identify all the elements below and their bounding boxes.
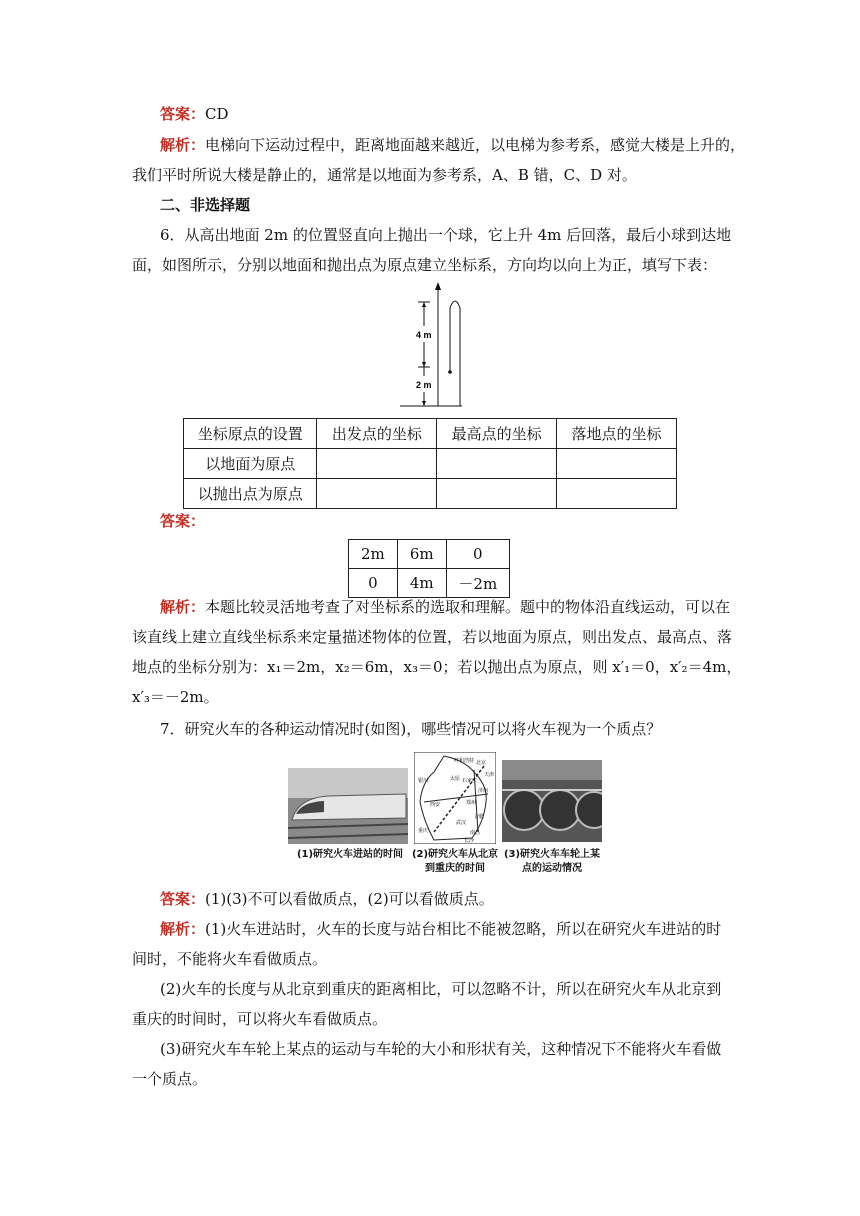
header-cell: 出发点的坐标 bbox=[317, 419, 437, 449]
q6-stem-2: 面，如图所示，分别以地面和抛出点为原点建立坐标系，方向均以向上为正，填写下表： bbox=[132, 256, 718, 274]
answer-label: 答案： bbox=[160, 105, 206, 123]
map-label: 西安 bbox=[430, 802, 441, 808]
row-label: 以地面为原点 bbox=[184, 449, 317, 479]
header-cell: 坐标原点的设置 bbox=[184, 419, 317, 449]
analysis-label: 解析： bbox=[160, 136, 206, 154]
q5-analysis-1 bbox=[160, 131, 760, 159]
analysis-text: 本题比较灵活地考查了对坐标系的选取和理解。题中的物体沿直线运动，可以在 bbox=[205, 598, 731, 616]
header-cell: 最高点的坐标 bbox=[437, 419, 557, 449]
answer-label: 答案： bbox=[160, 890, 206, 908]
q6-analysis-3: 地点的坐标分别为：x₁＝2m，x₂＝6m，x₃＝0；若以抛出点为原点，则 x′₁＝0，x′₂＝4m， bbox=[132, 658, 742, 676]
map-label: 重庆 bbox=[418, 828, 429, 834]
q6-analysis-1 bbox=[160, 593, 760, 621]
caption-2: (2)研究火车从北京到重庆的时间 bbox=[411, 849, 499, 874]
empty-cell bbox=[317, 479, 437, 509]
label-4m: 4 m bbox=[416, 330, 432, 340]
q6-answer-table bbox=[348, 539, 510, 598]
map-label: 银川 bbox=[418, 778, 429, 784]
empty-cell bbox=[557, 449, 677, 479]
section-title: 二、非选择题 bbox=[160, 196, 251, 214]
q6-blank-table bbox=[183, 418, 677, 509]
map-label: 太原 bbox=[450, 776, 461, 782]
answer-label: 答案： bbox=[160, 512, 206, 530]
map-label: 天津 bbox=[484, 772, 495, 778]
answer-cell: 0 bbox=[446, 540, 509, 569]
q7-analysis-4: 重庆的时间时，可以将火车看做质点。 bbox=[132, 1010, 388, 1028]
empty-cell bbox=[317, 449, 437, 479]
q7-analysis-2: 间时，不能将火车看做质点。 bbox=[132, 950, 328, 968]
map-label: 南昌 bbox=[470, 830, 481, 836]
caption-1: (1)研究火车进站的时间 bbox=[296, 849, 404, 860]
ball-trajectory-diagram bbox=[396, 280, 466, 410]
map-label: 北京 bbox=[476, 760, 487, 766]
train-photo bbox=[288, 768, 408, 844]
analysis-text: 电梯向下运动过程中，距离地面越来越近，以电梯为参考系，感觉大楼是上升的， bbox=[205, 136, 746, 154]
wheel-photo bbox=[502, 760, 602, 842]
map-label: 合肥 bbox=[474, 814, 485, 820]
answer-cell: 2m bbox=[349, 540, 398, 569]
q6-analysis-4: x′₃＝－2m。 bbox=[132, 688, 219, 706]
q7-answer bbox=[160, 885, 760, 913]
q6-analysis-2: 该直线上建立直线坐标系来定量描述物体的位置，若以地面为原点，则出发点、最高点、落 bbox=[132, 628, 733, 646]
analysis-text: (1)火车进站时，火车的长度与站台相比不能被忽略，所以在研究火车进站的时 bbox=[205, 920, 722, 938]
q5-answer bbox=[160, 100, 760, 128]
q6-stem-1: 6．从高出地面 2m 的位置竖直向上抛出一个球，它上升 4m 后回落，最后小球到达地 bbox=[160, 226, 732, 244]
analysis-label: 解析： bbox=[160, 598, 206, 616]
empty-cell bbox=[437, 479, 557, 509]
map-label: 长沙 bbox=[464, 838, 475, 844]
answer-cell: 0 bbox=[349, 569, 398, 598]
caption-3: (3)研究火车车轮上某点的运动情况 bbox=[503, 849, 601, 874]
map-label: 石家庄 bbox=[462, 778, 478, 784]
answer-value: CD bbox=[205, 105, 229, 123]
q7-analysis-3: (2)火车的长度与从北京到重庆的距离相比，可以忽略不计，所以在研究火车从北京到 bbox=[160, 980, 722, 998]
map-label: 济南 bbox=[478, 788, 489, 794]
answer-cell: 4m bbox=[397, 569, 446, 598]
rail-map bbox=[414, 752, 496, 844]
q7-analysis-5: (3)研究火车车轮上某点的运动与车轮的大小和形状有关，这种情况下不能将火车看做 bbox=[160, 1040, 722, 1058]
q7-stem: 7．研究火车的各种运动情况时(如图)，哪些情况可以将火车视为一个质点？ bbox=[160, 720, 662, 738]
analysis-label: 解析： bbox=[160, 920, 206, 938]
empty-cell bbox=[437, 449, 557, 479]
q7-analysis-1 bbox=[160, 915, 760, 943]
q6-answer-label-line bbox=[160, 507, 760, 535]
map-label: 武汉 bbox=[456, 820, 467, 826]
label-2m: 2 m bbox=[416, 380, 432, 390]
header-cell: 落地点的坐标 bbox=[557, 419, 677, 449]
q7-analysis-6: 一个质点。 bbox=[132, 1070, 208, 1088]
answer-cell: －2m bbox=[446, 569, 509, 598]
q5-analysis-2: 我们平时所说大楼是静止的，通常是以地面为参考系，A、B 错，C、D 对。 bbox=[132, 166, 637, 184]
answer-text: (1)(3)不可以看做质点，(2)可以看做质点。 bbox=[205, 890, 494, 908]
row-label: 以抛出点为原点 bbox=[184, 479, 317, 509]
empty-cell bbox=[557, 479, 677, 509]
map-label: 呼和浩特 bbox=[454, 758, 475, 764]
map-label: 郑州 bbox=[466, 800, 477, 806]
answer-cell: 6m bbox=[397, 540, 446, 569]
